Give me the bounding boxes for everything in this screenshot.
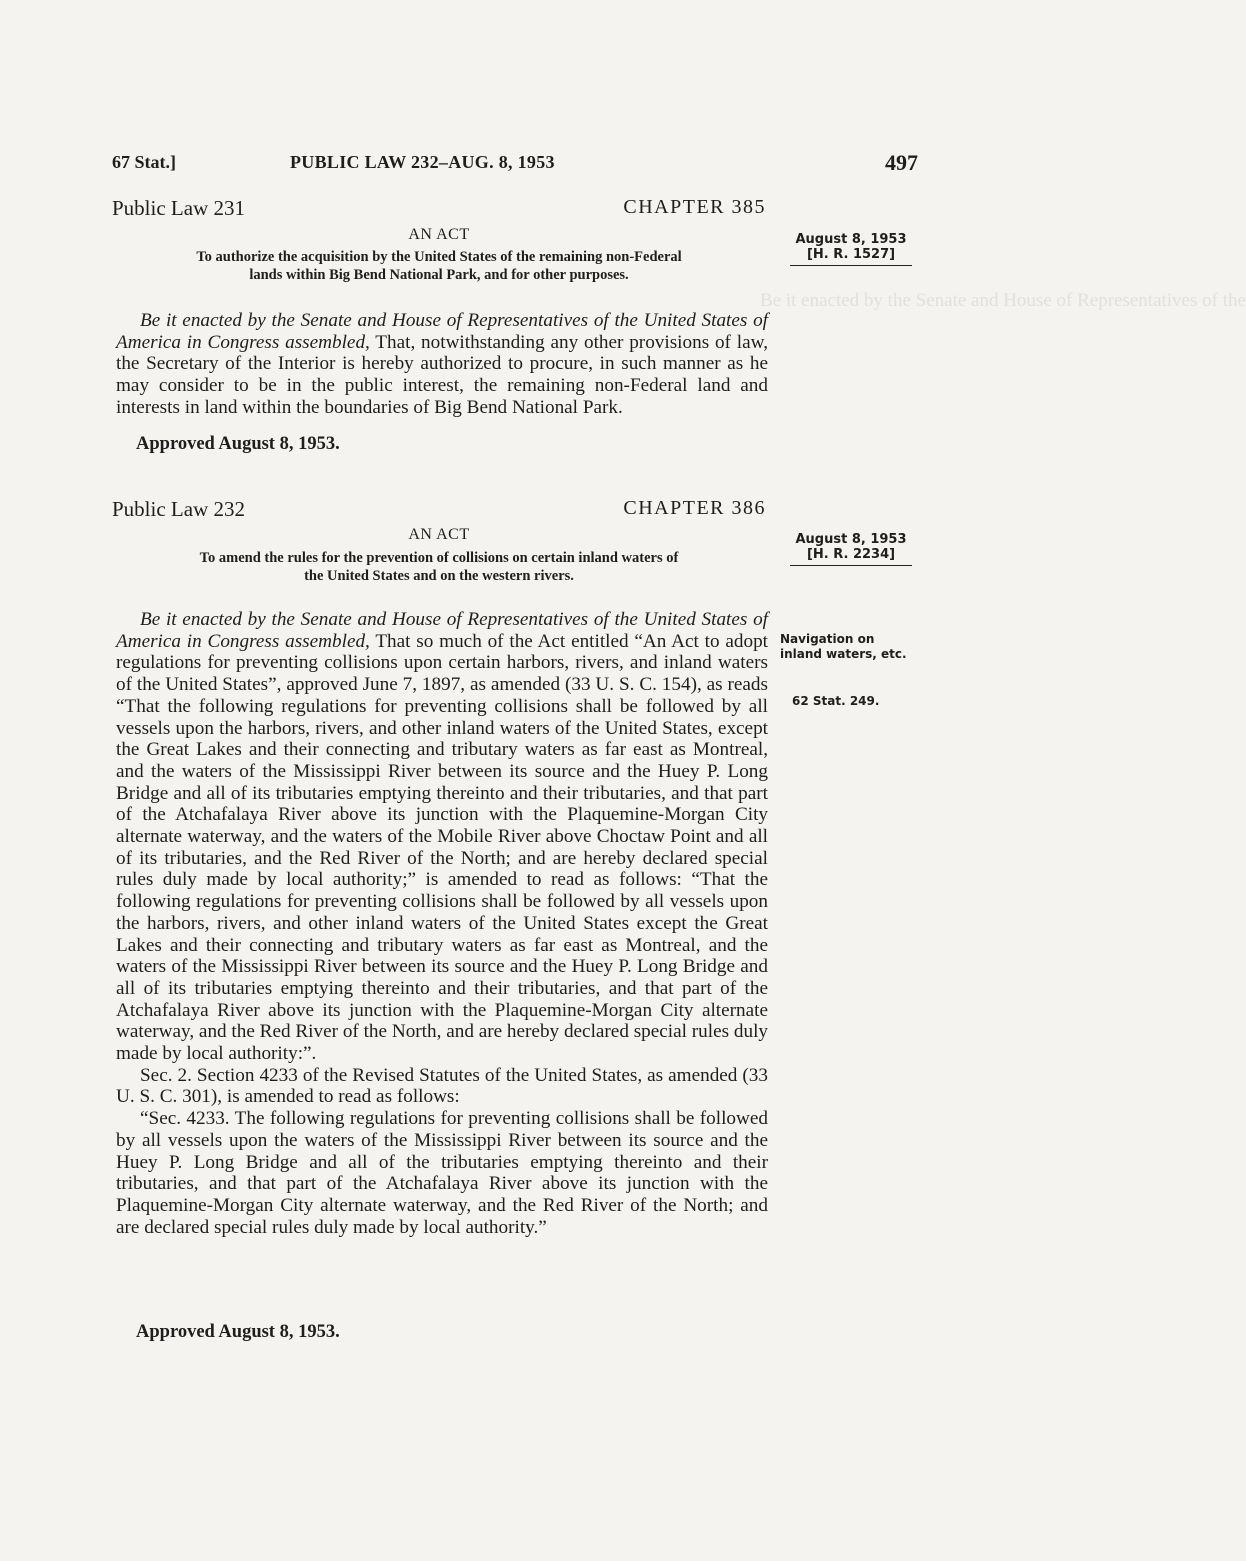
enacting-paragraph [116, 609, 768, 1065]
section-1-text: That so much of the Act entitled “An Act to adopt regulations for preventing collisions upon certain harbors, rivers, and inland waters of the United States”, approved June 7, 1897, as amended (33 U. S. C. 154), as reads “That the following regulations for preventing collisions shall be followed by all vessels upon the harbors, rivers, and other inland waters of the United States, except the Great Lakes and their connecting and tributary waters as far east as Montreal, and the waters of the Mississippi River between its source and the Huey P. Long Bridge and all of its tributaries emptying thereinto and their tributaries, and that part of the Atchafalaya River above its junction with the Plaquemine-Morgan City alternate waterway, and the waters of the Mobile River above Choctaw Point and all of its tributaries, and the Red River of the North; and are hereby declared special rules duly made by local authority;” is amended to read as follows: “That the following regulations for preventing collisions shall be followed by all vessels upon the harbors, rivers, and other inland waters of the United States except the Great Lakes and their connecting and tributary waters as far east as Montreal, and the waters of the Mississippi River between its source and the Huey P. Long Bridge and all of its tributaries emptying thereinto and their tributaries, and that part of the Atchafalaya River above its junction with the Plaquemine-Morgan City alternate waterway, and the Red River of the North, and are hereby declared special rules duly made by local authority:”. [116, 630, 768, 1065]
public-law-number: Public Law 232 [112, 497, 245, 521]
chapter-number: CHAPTER 385 [623, 196, 766, 218]
enacting-clause: Be it enacted by the Senate and House of Representatives of the United States of America in Congress assembled, [116, 310, 768, 353]
approval-line: Approved August 8, 1953. [136, 1322, 340, 1342]
public-law-number: Public Law 231 [112, 196, 245, 220]
stat-reference: 67 Stat.] [112, 152, 176, 172]
side-note-statute: 62 Stat. 249. [792, 694, 880, 708]
section-2-paragraph: Sec. 2. Section 4233 of the Revised Statutes of the United States, as amended (33 U. S. C. 301), is amended to read as follows: [116, 1064, 768, 1108]
law-header [112, 196, 766, 226]
side-note-navigation: Navigation on inland waters, etc. [780, 632, 907, 661]
purpose-line: To amend the rules for the prevention of collisions on certain inland waters of [199, 550, 679, 566]
act-purpose [112, 248, 766, 284]
margin-bill: [H. R. 2234] [806, 547, 896, 562]
page-number: 497 [885, 150, 918, 175]
act-purpose [112, 549, 766, 585]
purpose-line: lands within Big Bend National Park, and for other purposes. [249, 267, 629, 283]
running-head [112, 152, 918, 180]
approval-line: Approved August 8, 1953. [136, 434, 340, 454]
margin-date: August 8, 1953 [795, 232, 907, 247]
enacting-paragraph [116, 310, 768, 419]
law-header [112, 497, 766, 527]
an-act-heading: AN ACT [408, 226, 470, 243]
running-title: PUBLIC LAW 232–AUG. 8, 1953 [290, 152, 555, 172]
act-body [116, 310, 768, 419]
chapter-number: CHAPTER 386 [623, 497, 766, 519]
purpose-line: To authorize the acquisition by the United States of the remaining non-Federal [196, 249, 682, 265]
margin-date-note [786, 532, 916, 566]
body-text: That, notwithstanding any other provisions of law, the Secretary of the Interior is hereby authorized to procure, in such manner as he may consider to be in the public interest, the remaining non-Federal land and interests in land within the boundaries of Big Bend National Park. [116, 331, 768, 418]
enacting-clause: Be it enacted by the Senate and House of Representatives of the United States of America in Congress assembled, [116, 609, 768, 652]
margin-date-note [786, 232, 916, 266]
an-act-heading: AN ACT [408, 526, 470, 543]
purpose-line: the United States and on the western rivers. [304, 568, 574, 584]
margin-rule [790, 565, 912, 566]
section-4233-paragraph: “Sec. 4233. The following regulations for preventing collisions shall be followed by all vessels upon the waters of the Mississippi River between its source and the Huey P. Long Bridge and all of the tributaries emptying thereinto and their tributaries, and that part of the Atchafalaya River above its junction with the Plaquemine-Morgan City alternate waterway, and the Red River of the North; and are declared special rules duly made by local authority.” [116, 1108, 768, 1238]
margin-rule [790, 265, 912, 266]
margin-bill: [H. R. 1527] [806, 247, 896, 262]
bleed-through-text: Be it enacted by the Senate and House of Representatives of the [760, 290, 1246, 311]
act-body [116, 609, 768, 1238]
margin-date: August 8, 1953 [795, 532, 907, 547]
